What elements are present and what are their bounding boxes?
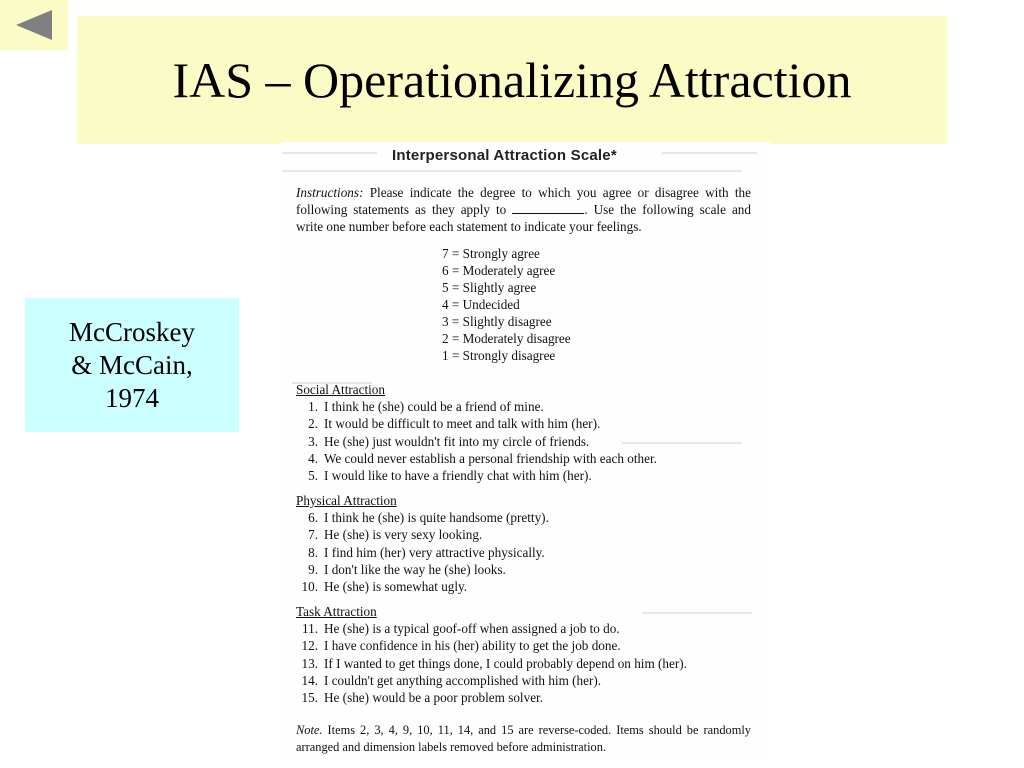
item-number: 6.: [308, 510, 318, 526]
list-item: [296, 655, 756, 672]
item-number: 4.: [308, 450, 318, 466]
list-item: [296, 450, 756, 467]
item-number: 10.: [301, 579, 318, 595]
item-number: 13.: [301, 655, 318, 671]
list-item: [296, 398, 756, 415]
left-triangle-icon: [14, 8, 54, 42]
item-text: I couldn't get anything accomplished with him (her).: [324, 672, 602, 688]
list-item: [296, 415, 756, 432]
scale-option: 3 = Slightly disagree: [442, 314, 552, 329]
item-text: I don't like the way he (she) looks.: [324, 561, 506, 577]
item-text: He (she) would be a poor problem solver.: [324, 690, 544, 706]
citation-authors-line1: McCroskey: [69, 316, 195, 347]
list-item: [296, 526, 756, 543]
item-number: 8.: [308, 544, 318, 560]
list-item: [296, 637, 756, 654]
back-button[interactable]: [0, 0, 68, 50]
item-text: I think he (she) could be a friend of mine.: [324, 399, 544, 415]
section-social-attraction: [296, 381, 756, 484]
item-text: It would be difficult to meet and talk with him (her).: [324, 416, 601, 432]
list-item: [296, 433, 756, 450]
scale-option: 6 = Moderately agree: [442, 263, 556, 278]
section-physical-attraction: [296, 492, 756, 595]
scan-artifact: [662, 152, 757, 154]
scan-artifact: [282, 170, 742, 172]
section-heading: Task Attraction: [296, 604, 377, 619]
blank-line: [512, 203, 584, 214]
item-text: He (she) is very sexy looking.: [324, 527, 483, 543]
note-label: Note.: [296, 723, 323, 737]
item-number: 3.: [308, 433, 318, 449]
scanned-scale-document: [282, 142, 770, 762]
note-text: Items 2, 3, 4, 9, 10, 11, 14, and 15 are reverse-coded. Items should be randomly arranged and dimension labels removed before administration.: [296, 723, 751, 754]
section-task-attraction: [296, 603, 756, 706]
response-scale: [442, 245, 571, 364]
item-text: He (she) just wouldn't fit into my circle of friends.: [324, 433, 590, 449]
list-item: [296, 509, 756, 526]
footnote: [296, 722, 751, 755]
item-number: 11.: [302, 621, 318, 637]
section-heading: Social Attraction: [296, 382, 385, 397]
scale-option: 4 = Undecided: [442, 297, 520, 312]
slide-title: IAS – Operationalizing Attraction: [172, 52, 852, 108]
instructions-text-2: . Use the following scale and write one number before each statement to indicate your feelings.: [296, 202, 751, 234]
scale-option: 7 = Strongly agree: [442, 246, 540, 261]
item-number: 14.: [301, 672, 318, 688]
scan-artifact: [282, 152, 377, 154]
item-text: He (she) is somewhat ugly.: [324, 579, 468, 595]
list-item: [296, 620, 756, 637]
list-item: [296, 672, 756, 689]
item-number: 2.: [308, 416, 318, 432]
item-number: 5.: [308, 468, 318, 484]
item-number: 15.: [301, 690, 318, 706]
list-item: [296, 689, 756, 706]
list-item: [296, 467, 756, 484]
title-box: [77, 16, 947, 144]
item-text: I find him (her) very attractive physically.: [324, 544, 545, 560]
citation-box: [25, 298, 239, 432]
item-number: 7.: [308, 527, 318, 543]
citation-year: 1974: [105, 382, 159, 413]
item-number: 9.: [308, 561, 318, 577]
item-number: 12.: [301, 638, 318, 654]
item-text: I have confidence in his (her) ability to get the job done.: [324, 638, 621, 654]
instructions-text: Please indicate the degree to which you agree or disagree with the following statements as they apply to: [296, 185, 752, 217]
instructions-label: Instructions:: [296, 185, 364, 200]
item-text: If I wanted to get things done, I could probably depend on him (her).: [324, 655, 687, 671]
item-text: I think he (she) is quite handsome (pretty).: [324, 510, 549, 526]
item-number: 1.: [308, 399, 318, 415]
section-heading: Physical Attraction: [296, 493, 397, 508]
scale-option: 2 = Moderately disagree: [442, 331, 571, 346]
list-item: [296, 578, 756, 595]
item-text: He (she) is a typical goof-off when assigned a job to do.: [324, 621, 620, 637]
list-item: [296, 561, 756, 578]
item-text: We could never establish a personal friendship with each other.: [324, 450, 657, 466]
instructions: [296, 184, 751, 235]
scale-option: 5 = Slightly agree: [442, 280, 537, 295]
item-text: I would like to have a friendly chat with him (her).: [324, 468, 592, 484]
citation-authors-line2: & McCain,: [71, 349, 193, 380]
scale-option: 1 = Strongly disagree: [442, 348, 556, 363]
scale-title: Interpersonal Attraction Scale*: [392, 147, 617, 164]
list-item: [296, 544, 756, 561]
